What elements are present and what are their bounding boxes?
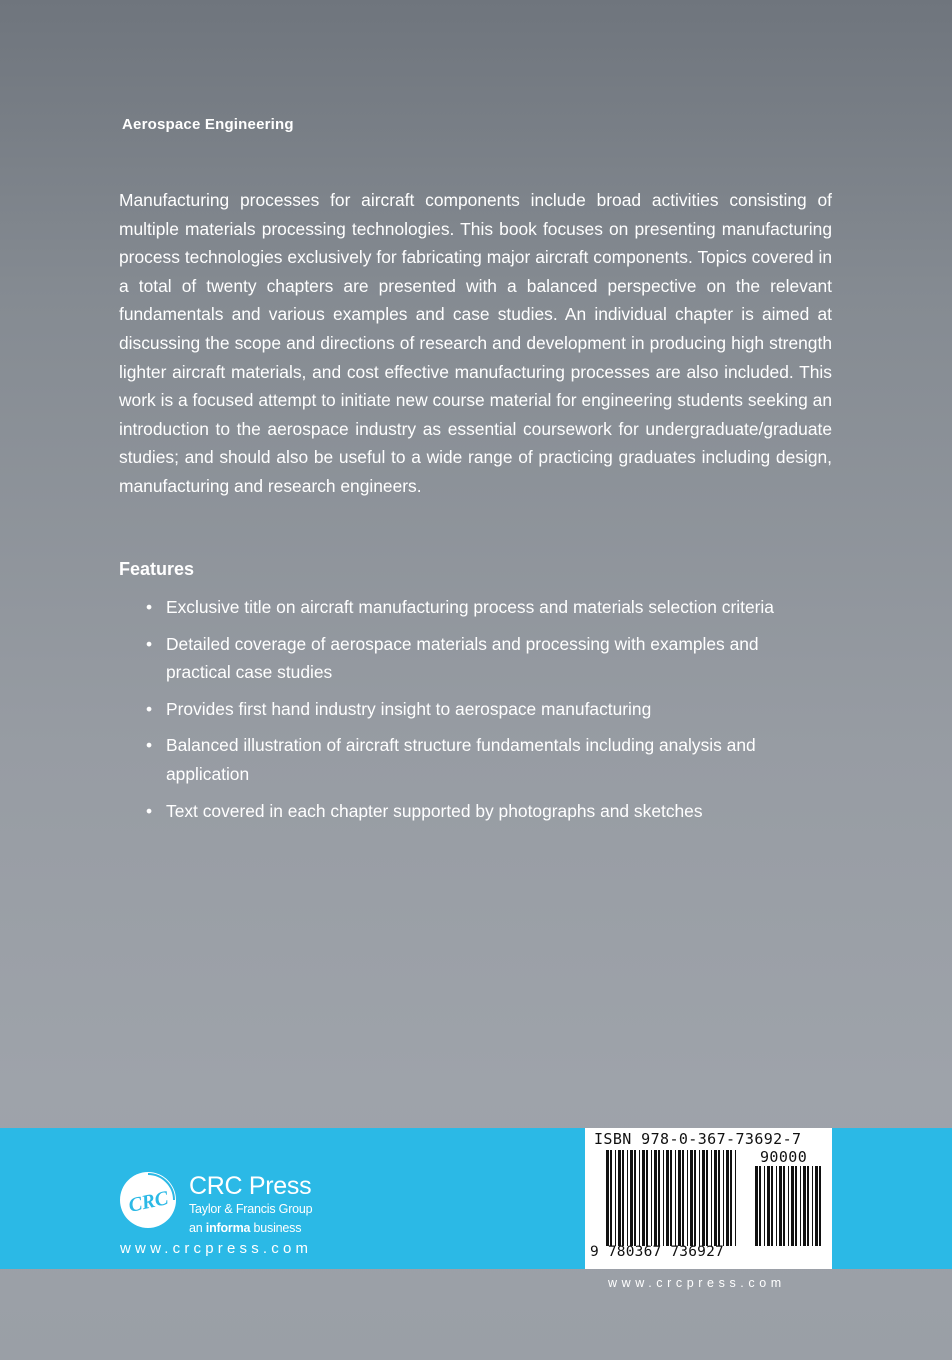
- barcode-bar: [755, 1166, 758, 1246]
- barcode-bar: [694, 1150, 696, 1246]
- barcode-bar: [812, 1166, 813, 1246]
- barcode-bar: [803, 1166, 806, 1246]
- barcode-bar: [767, 1166, 770, 1246]
- barcode-bar: [726, 1150, 729, 1246]
- barcode-bar: [735, 1150, 736, 1246]
- informa-prefix: an: [189, 1221, 203, 1235]
- barcode-bar: [815, 1166, 818, 1246]
- barcode-bar: [711, 1150, 712, 1246]
- barcode-bar: [670, 1150, 672, 1246]
- informa-suffix: business: [253, 1221, 302, 1235]
- barcode-bar: [678, 1150, 681, 1246]
- barcode-bar: [800, 1166, 801, 1246]
- ean-digits: 9 780367 736927: [590, 1244, 724, 1260]
- crc-logo-text: CRC: [126, 1187, 171, 1217]
- barcode-bar: [730, 1150, 732, 1246]
- feature-text: Text covered in each chapter supported by photographs and sketches: [166, 800, 703, 821]
- barcode-addon-icon: [755, 1166, 823, 1246]
- barcode-bar: [651, 1150, 652, 1246]
- bullet-icon: •: [146, 698, 153, 719]
- features-list: [146, 593, 786, 833]
- barcode-bar: [807, 1166, 809, 1246]
- publisher-informa: [189, 1221, 301, 1235]
- series-label: Aerospace Engineering: [122, 116, 294, 133]
- barcode-bar: [791, 1166, 794, 1246]
- barcode-bar: [622, 1150, 624, 1246]
- barcode-bar: [783, 1166, 785, 1246]
- features-heading: Features: [119, 559, 195, 579]
- barcode-bar: [687, 1150, 688, 1246]
- barcode-bar: [658, 1150, 660, 1246]
- barcode-bar: [690, 1150, 693, 1246]
- barcode-bar: [699, 1150, 700, 1246]
- barcode-bar: [764, 1166, 765, 1246]
- barcode-bar: [630, 1150, 633, 1246]
- isbn-text: ISBN 978-0-367-73692-7: [594, 1130, 802, 1148]
- bullet-icon: •: [146, 633, 153, 654]
- feature-item: [146, 593, 786, 622]
- barcode-bar: [718, 1150, 720, 1246]
- bullet-icon: •: [146, 597, 153, 617]
- barcode-bar: [666, 1150, 669, 1246]
- barcode-bar: [615, 1150, 616, 1246]
- barcode-bar: [682, 1150, 684, 1246]
- feature-item: [146, 630, 786, 687]
- price-code: 90000: [760, 1148, 808, 1166]
- feature-text: Provides first hand industry insight to aerospace manufacturing: [166, 698, 652, 719]
- barcode-bar: [714, 1150, 717, 1246]
- feature-item: [146, 695, 786, 724]
- feature-text: Exclusive title on aircraft manufacturing process and materials selection criteria: [166, 597, 774, 617]
- feature-text: Detailed coverage of aerospace materials and processing with examples and practical case studies: [166, 633, 759, 683]
- barcode-bar: [788, 1166, 789, 1246]
- barcode-bar: [654, 1150, 657, 1246]
- barcode-main-icon: [606, 1150, 740, 1246]
- book-description: Manufacturing processes for aircraft components include broad activities consisting of multiple materials processing technologies. This book focuses on presenting manufacturing process technologies exclusively for fabricating major aircraft components. Topics covered in a total of twenty chapters are presented with a balanced perspective on the relevant fundamentals and various examples and case studies. An individual chapter is aimed at discussing the scope and directions of research and development in producing high strength lighter aircraft materials, and cost effective manufacturing processes are also included. This work is a focused attempt to initiate new course material for engineering students seeking an introduction to the aerospace industry as essential coursework for undergraduate/graduate studies; and should also be useful to a wide range of practicing graduates including design, manufacturing and research engineers.: [119, 190, 832, 496]
- barcode-bar: [606, 1150, 609, 1246]
- publisher-group: Taylor & Francis Group: [189, 1202, 313, 1216]
- back-url[interactable]: www.crcpress.com: [608, 1276, 786, 1290]
- barcode-bar: [642, 1150, 645, 1246]
- barcode-bar: [779, 1166, 782, 1246]
- barcode-bar: [610, 1150, 612, 1246]
- barcode-bar: [702, 1150, 705, 1246]
- barcode-bar: [723, 1150, 724, 1246]
- informa-brand: informa: [205, 1221, 251, 1235]
- barcode-bar: [776, 1166, 777, 1246]
- barcode-bar: [795, 1166, 797, 1246]
- barcode-bar: [627, 1150, 628, 1246]
- crc-logo-icon: [118, 1170, 178, 1230]
- barcode-bar: [706, 1150, 708, 1246]
- barcode-bar: [646, 1150, 648, 1246]
- feature-item: [146, 797, 786, 826]
- barcode-bar: [771, 1166, 773, 1246]
- barcode-bar: [618, 1150, 621, 1246]
- barcode-bar: [675, 1150, 676, 1246]
- publisher-name: CRC Press: [189, 1172, 312, 1200]
- publisher-url[interactable]: www.crcpress.com: [120, 1240, 313, 1257]
- feature-text: Balanced illustration of aircraft structure fundamentals including analysis and application: [166, 735, 756, 784]
- feature-item: [146, 731, 786, 788]
- bullet-icon: •: [146, 735, 153, 756]
- barcode-bar: [759, 1166, 761, 1246]
- barcode-bar: [663, 1150, 664, 1246]
- barcode-bar: [639, 1150, 640, 1246]
- bullet-icon: •: [146, 800, 153, 821]
- barcode-bar: [634, 1150, 636, 1246]
- barcode-bar: [819, 1166, 821, 1246]
